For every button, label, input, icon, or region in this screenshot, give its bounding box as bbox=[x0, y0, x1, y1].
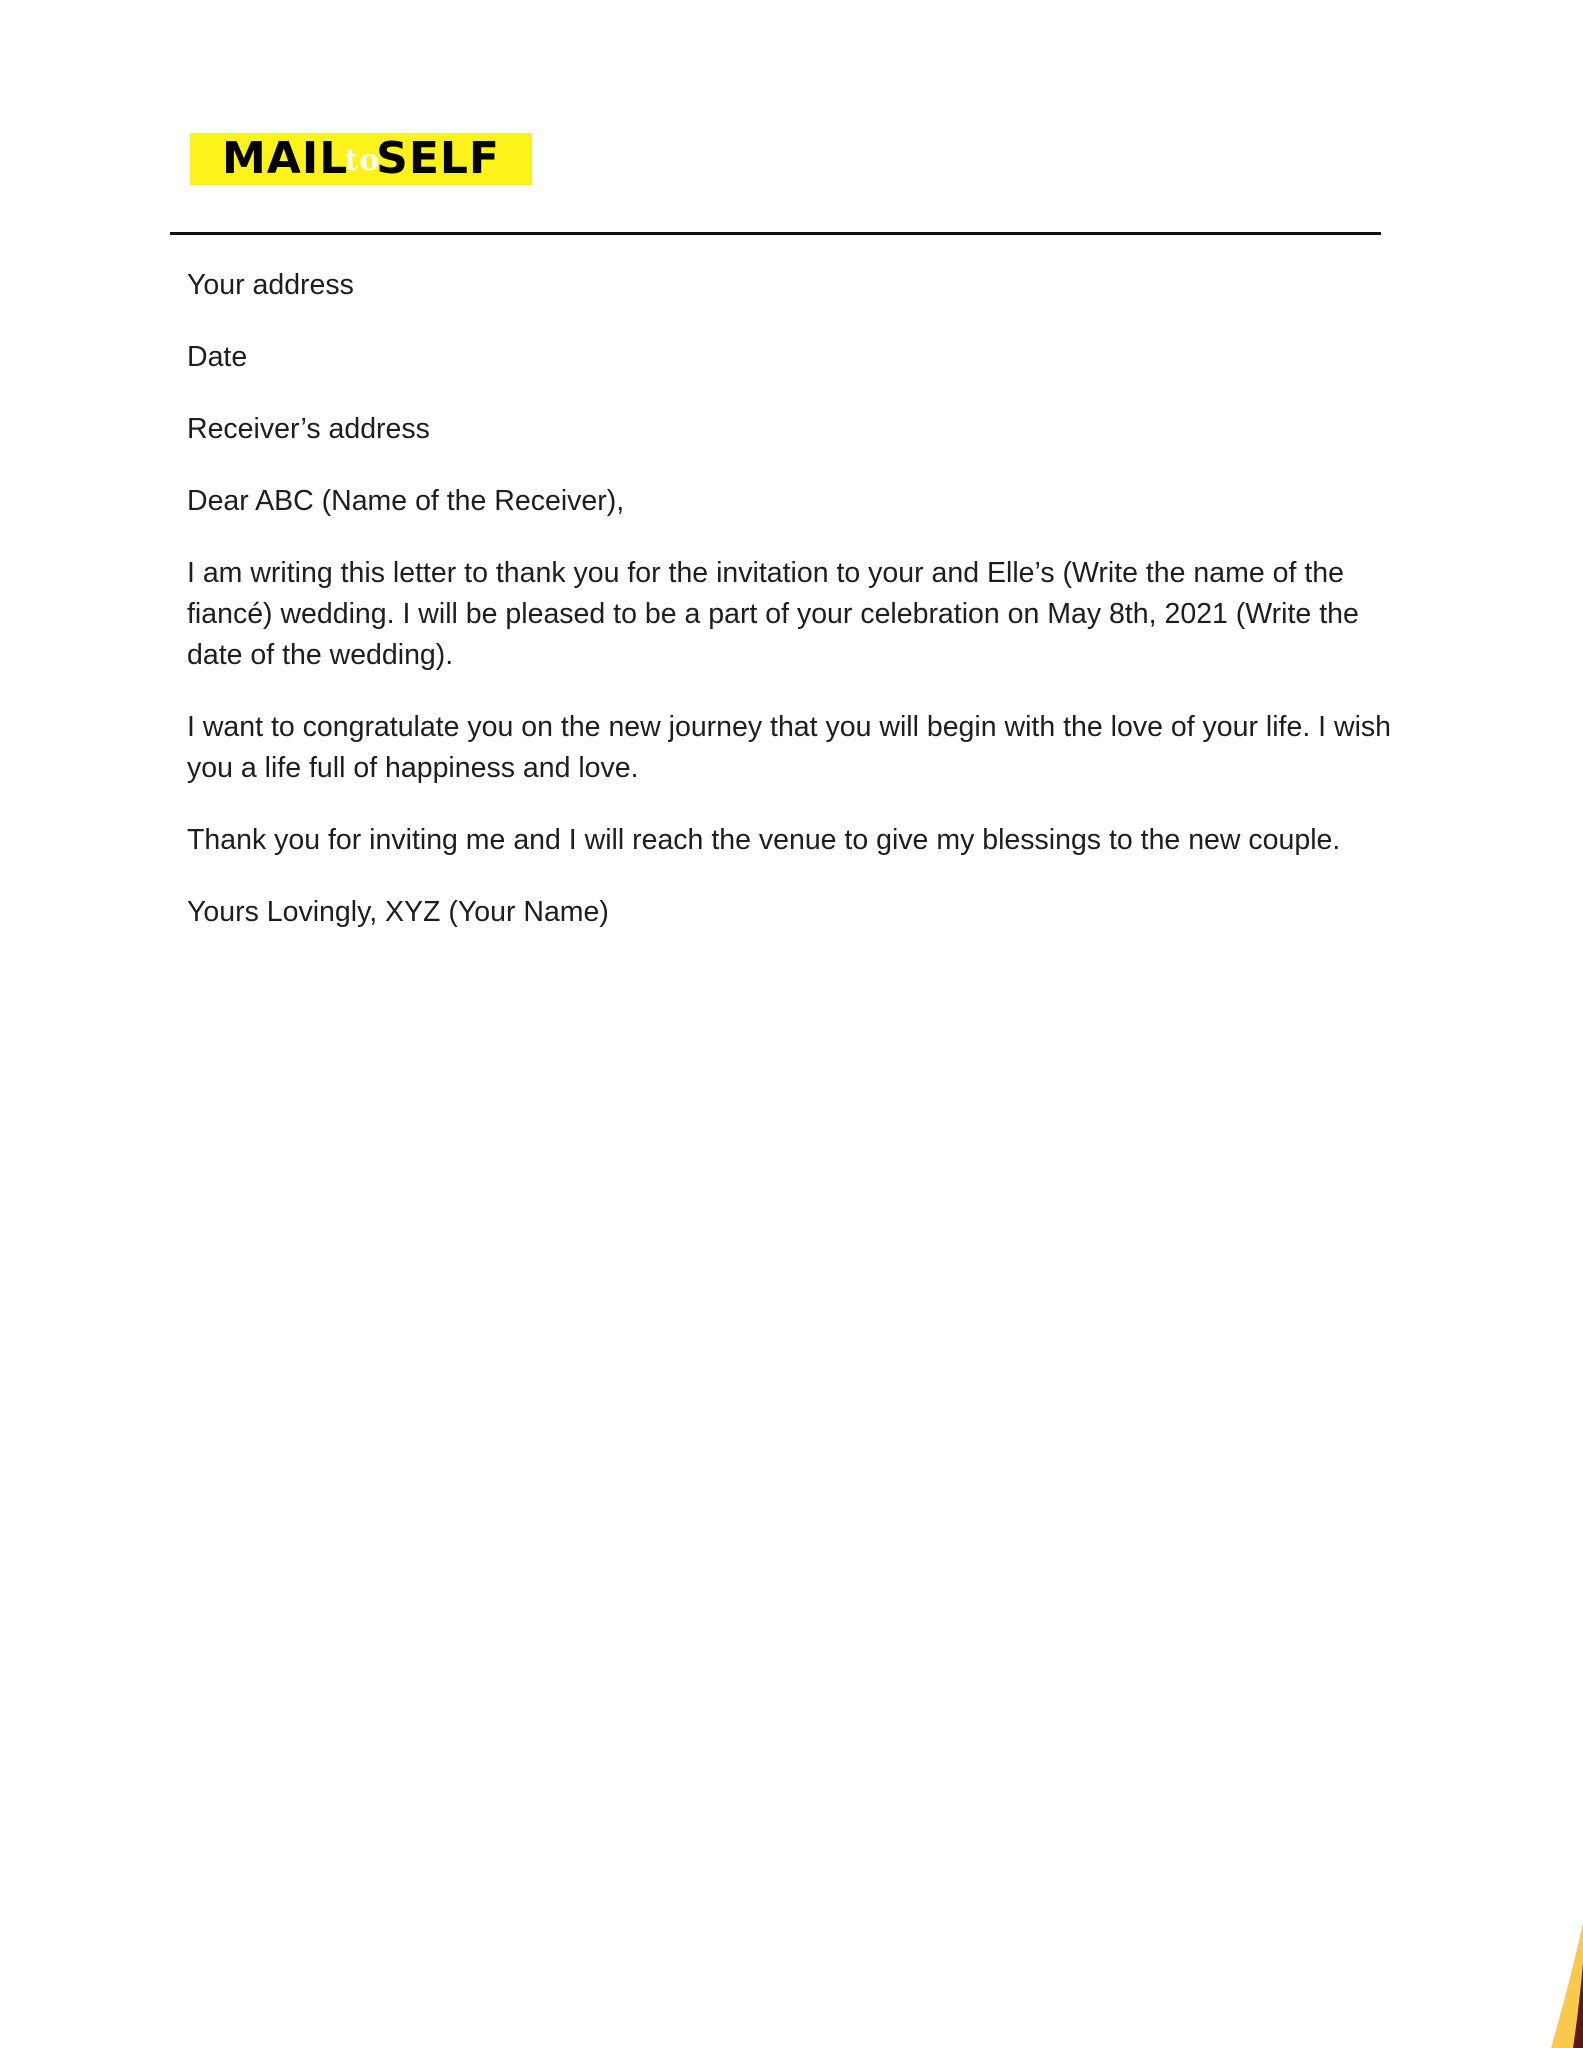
logo-text-self: SELF bbox=[376, 133, 500, 184]
mail-to-self-logo bbox=[190, 133, 532, 185]
header-divider bbox=[170, 232, 1381, 235]
letter-date: Date bbox=[187, 341, 248, 373]
closing-signature: Yours Lovingly, XYZ (Your Name) bbox=[187, 896, 609, 928]
paragraph-thanks: I am writing this letter to thank you for the invitation to your and Elle’s (Write the name of the fiancé) wedding. I will be pleased to be a part of your celebration on May 8th, 2021 (Write the date of the wedding). bbox=[187, 557, 1359, 671]
logo-text-to: to bbox=[344, 143, 381, 178]
corner-decoration-icon bbox=[1523, 1908, 1583, 2048]
paragraph-closing-remarks: Thank you for inviting me and I will reach the venue to give my blessings to the new couple. bbox=[187, 824, 1341, 856]
salutation: Dear ABC (Name of the Receiver), bbox=[187, 485, 625, 517]
logo-text-mail: MAIL bbox=[222, 133, 349, 184]
sender-address: Your address bbox=[187, 269, 354, 301]
letter-body bbox=[187, 265, 1407, 964]
paragraph-congratulations: I want to congratulate you on the new journey that you will begin with the love of your life. I wish you a life full of happiness and love. bbox=[187, 711, 1392, 784]
receiver-address: Receiver’s address bbox=[187, 413, 430, 445]
